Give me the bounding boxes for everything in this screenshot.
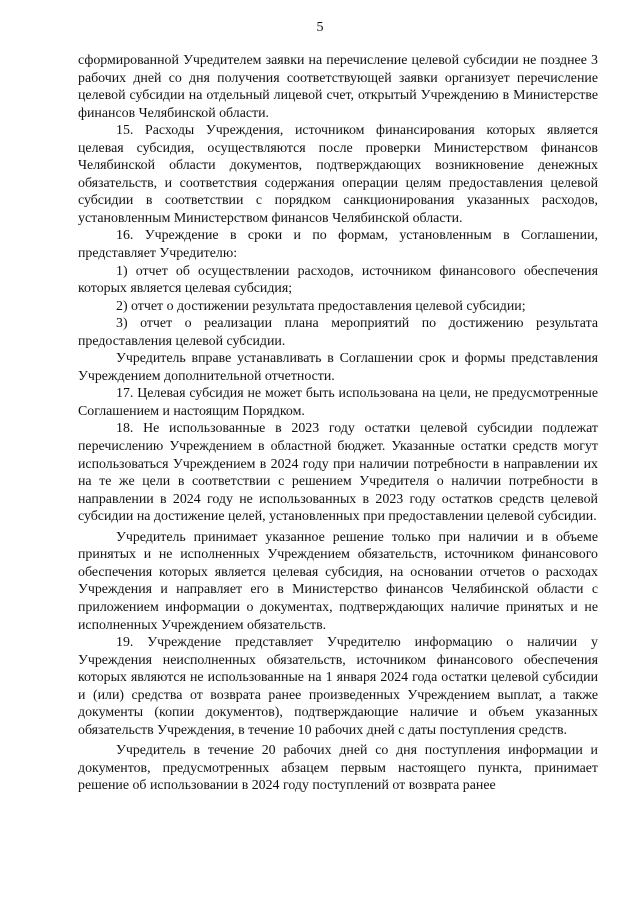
- paragraph-additional-reporting: Учредитель вправе устанавливать в Соглашении срок и формы представления Учреждением дополнительной отчетности.: [78, 351, 598, 384]
- paragraph-15: 15. Расходы Учреждения, источником финансирования которых является целевая субсидия, осуществляются после проверки Министерством финансов Челябинской области документов, подтверждающих возникновение денежных обязательств, и соответствия содержания операции целям предоставления целевой субсидии в соответствии с порядком санкционирования указанных расходов, установленным Министерством финансов Челябинской области.: [78, 123, 598, 226]
- paragraph-19-decision: Учредитель в течение 20 рабочих дней со дня поступления информации и документов, предусмотренных абзацем первым настоящего пункта, принимает решение об использовании в 2024 году поступлений от возврата ранее: [78, 743, 598, 794]
- paragraph-18: 18. Не использованные в 2023 году остатки целевой субсидии подлежат перечислению Учреждением в областной бюджет. Указанные остатки средств могут использоваться Учреждением в 2024 году при наличии потребности в направлении их на те же цели в соответствии с решением Учредителя о наличии потребности в направлении в 2024 году не использованных в 2023 году остатков средств целевой субсидии на достижение целей, установленных при предоставлении целевой субсидии.: [78, 421, 598, 525]
- paragraph-17: 17. Целевая субсидия не может быть использована на цели, не предусмотренные Соглашением и настоящим Порядком.: [78, 386, 598, 419]
- paragraph-continuation: сформированной Учредителем заявки на перечисление целевой субсидии не позднее 3 рабочих дней со дня получения соответствующей заявки организует перечисление целевой субсидии на отдельный лицевой счет, открытый Учреждению в Министерстве финансов Челябинской области.: [78, 53, 598, 121]
- list-item-report-plan: 3) отчет о реализации плана мероприятий по достижению результата предоставления целевой субсидии.: [78, 316, 598, 349]
- list-item-report-expenses: 1) отчет об осуществлении расходов, источником финансового обеспечения которых является целевая субсидия;: [78, 263, 598, 297]
- document-body: [78, 52, 598, 795]
- paragraph-18-decision: Учредитель принимает указанное решение только при наличии и в объеме принятых и не исполненных Учреждением обязательств, источником финансового обеспечения которых является целевая субсидия, на основании отчетов о расходах Учреждения и направляет его в Министерство финансов Челябинской области с приложением информации о документах, подтверждающих наличие принятых и не исполненных Учреждением обязательств.: [78, 529, 598, 633]
- page-number: 5: [316, 20, 324, 35]
- paragraph-16: 16. Учреждение в сроки и по формам, установленным в Соглашении, представляет Учредителю:: [78, 228, 598, 262]
- list-item-report-result: 2) отчет о достижении результата предоставления целевой субсидии;: [116, 298, 526, 314]
- paragraph-19: 19. Учреждение представляет Учредителю информацию о наличии у Учреждения неисполненных обязательств, источником финансового обеспечения которых являются не использованные на 1 января 2024 года остатки целевой субсидии и (или) средства от возврата ранее произведенных Учреждением выплат, а также документы (копии документов), подтверждающие наличие и объем указанных обязательств Учреждения, в течение 10 рабочих дней с даты поступления средств.: [78, 635, 598, 738]
